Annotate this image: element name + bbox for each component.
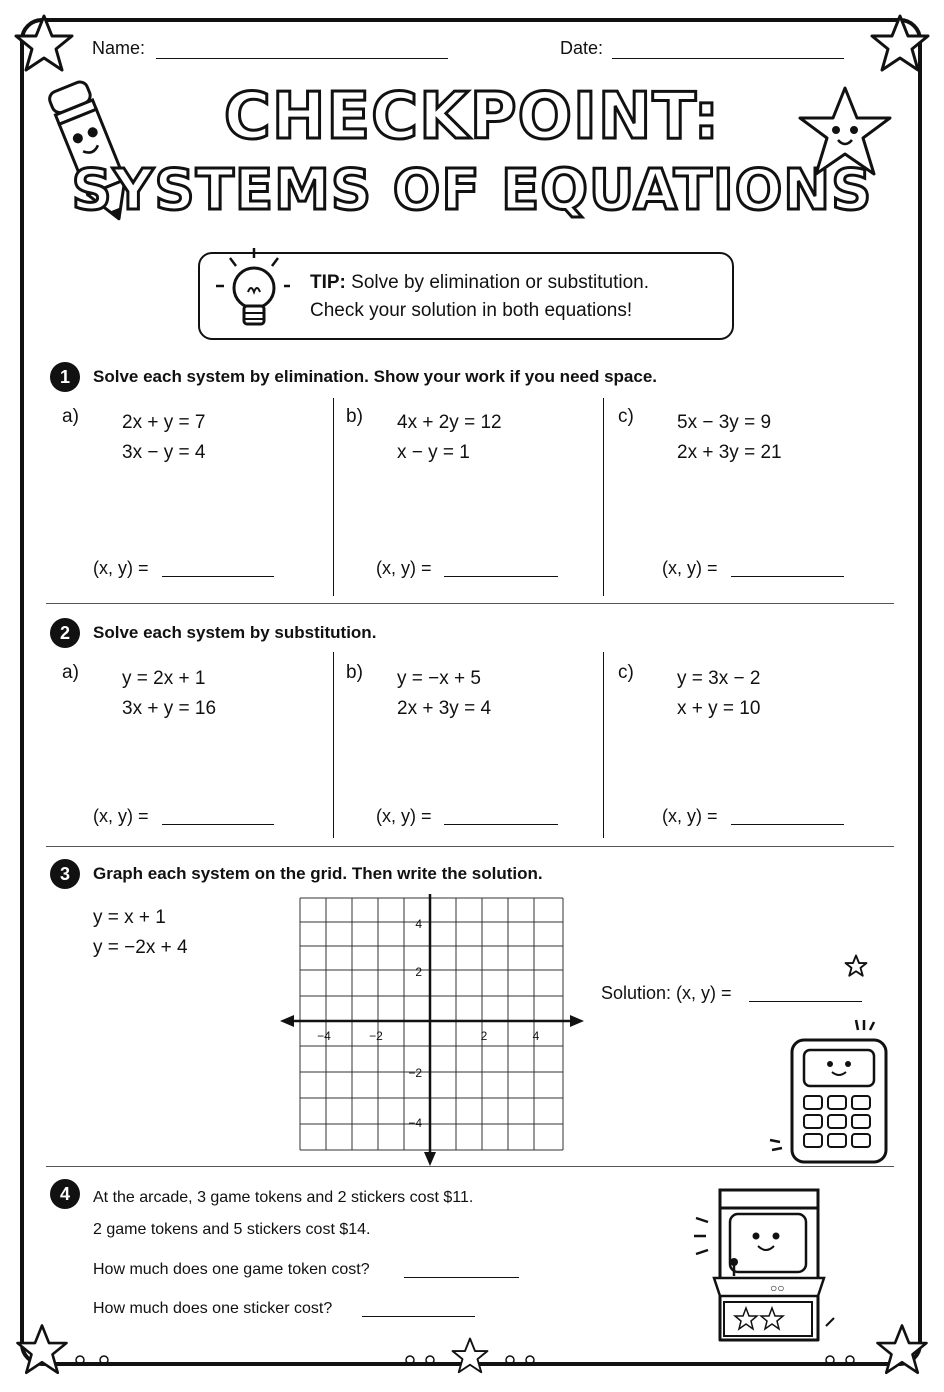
s2-b-answer-field[interactable] <box>444 824 558 825</box>
s2-a-eq2: 3x + y = 16 <box>122 698 217 719</box>
section-1-number: 1 <box>50 362 80 392</box>
s1-c-answer-field[interactable] <box>731 576 844 577</box>
section-divider <box>46 1166 894 1167</box>
corner-star-icon <box>12 12 76 76</box>
x-tick-label: −2 <box>369 1029 383 1043</box>
s1-c-answer-label: (x, y) = <box>662 558 718 578</box>
column-divider <box>333 652 334 838</box>
s2-c-answer-field[interactable] <box>731 824 844 825</box>
s2-a-answer-label: (x, y) = <box>93 806 149 826</box>
section-divider <box>46 846 894 847</box>
s1-b-eq2: x − y = 1 <box>397 442 470 463</box>
s1-a-answer-label: (x, y) = <box>93 558 149 578</box>
s1-c-eq2: 2x + 3y = 21 <box>677 442 782 463</box>
s4-answer2-field[interactable] <box>362 1316 475 1317</box>
s2-a-answer-field[interactable] <box>162 824 274 825</box>
column-divider <box>333 398 334 596</box>
s4-question2: How much does one sticker cost? <box>93 1300 333 1317</box>
s2-c-eq2: x + y = 10 <box>677 698 761 719</box>
s3-answer-field[interactable] <box>749 1001 862 1002</box>
s4-line1: At the arcade, 3 game tokens and 2 stickers cost $11. <box>93 1189 474 1206</box>
x-tick-label: −4 <box>317 1029 331 1043</box>
s1-c-eq1: 5x − 3y = 9 <box>677 412 772 433</box>
s1-a-eq1: 2x + y = 7 <box>122 412 206 433</box>
star-icon <box>844 954 868 978</box>
section-4-number: 4 <box>50 1179 80 1209</box>
section-2-title: Solve each system by substitution. <box>93 623 377 642</box>
s3-eq2: y = −2x + 4 <box>93 937 188 958</box>
s3-eq1: y = x + 1 <box>93 907 166 928</box>
name-field[interactable] <box>156 58 448 59</box>
date-field[interactable] <box>612 58 844 59</box>
y-tick-label: 2 <box>415 965 422 979</box>
tip-label: TIP: <box>310 272 346 293</box>
arcade-machine-icon <box>686 1178 836 1348</box>
calculator-icon <box>764 1016 894 1166</box>
s1-a-answer-field[interactable] <box>162 576 274 577</box>
s1-c-label: c) <box>618 406 634 427</box>
s2-a-eq1: y = 2x + 1 <box>122 668 206 689</box>
section-divider <box>46 603 894 604</box>
section-2-number: 2 <box>50 618 80 648</box>
y-tick-label: −2 <box>408 1066 422 1080</box>
s2-b-answer-label: (x, y) = <box>376 806 432 826</box>
s2-c-label: c) <box>618 662 634 683</box>
s1-b-answer-field[interactable] <box>444 576 558 577</box>
s2-c-eq1: y = 3x − 2 <box>677 668 761 689</box>
s2-b-eq1: y = −x + 5 <box>397 668 481 689</box>
s1-b-eq1: 4x + 2y = 12 <box>397 412 502 433</box>
s2-b-eq2: 2x + 3y = 4 <box>397 698 492 719</box>
s1-a-label: a) <box>62 406 79 427</box>
section-1-title: Solve each system by elimination. Show your work if you need space. <box>93 367 658 386</box>
section-3-number: 3 <box>50 859 80 889</box>
name-label: Name: <box>92 38 146 58</box>
s2-a-label: a) <box>62 662 79 683</box>
s2-b-label: b) <box>346 662 363 683</box>
column-divider <box>603 652 604 838</box>
s4-line2: 2 game tokens and 5 stickers cost $14. <box>93 1221 371 1238</box>
corner-star-icon <box>868 12 932 76</box>
s4-question1: How much does one game token cost? <box>93 1261 370 1278</box>
s1-b-answer-label: (x, y) = <box>376 558 432 578</box>
corner-star-icon <box>14 1322 70 1378</box>
svg-text:○○: ○○ <box>770 1281 785 1295</box>
y-tick-label: 4 <box>415 917 422 931</box>
lightbulb-icon <box>210 242 290 338</box>
section-3-title: Graph each system on the grid. Then write the solution. <box>93 864 543 883</box>
s1-b-label: b) <box>346 406 363 427</box>
coordinate-grid[interactable] <box>278 892 588 1168</box>
title-line2: SYSTEMS OF EQUATIONS <box>71 158 873 223</box>
column-divider <box>603 398 604 596</box>
s1-a-eq2: 3x − y = 4 <box>122 442 206 463</box>
tip-text-1: Solve by elimination or substitution. <box>351 272 649 293</box>
date-label: Date: <box>560 38 604 58</box>
title-line1: CHECKPOINT: <box>223 80 721 154</box>
y-tick-label: −4 <box>408 1116 422 1130</box>
corner-star-icon <box>874 1322 930 1378</box>
star-face-icon <box>790 82 900 182</box>
border-dots-decoration <box>70 1352 890 1368</box>
tip-line1 <box>310 272 649 294</box>
s4-answer1-field[interactable] <box>404 1277 519 1278</box>
s2-c-answer-label: (x, y) = <box>662 806 718 826</box>
s3-answer-label: Solution: (x, y) = <box>601 983 732 1003</box>
x-tick-label: 2 <box>480 1029 488 1043</box>
tip-line2: Check your solution in both equations! <box>310 300 633 321</box>
x-tick-label: 4 <box>532 1029 540 1043</box>
